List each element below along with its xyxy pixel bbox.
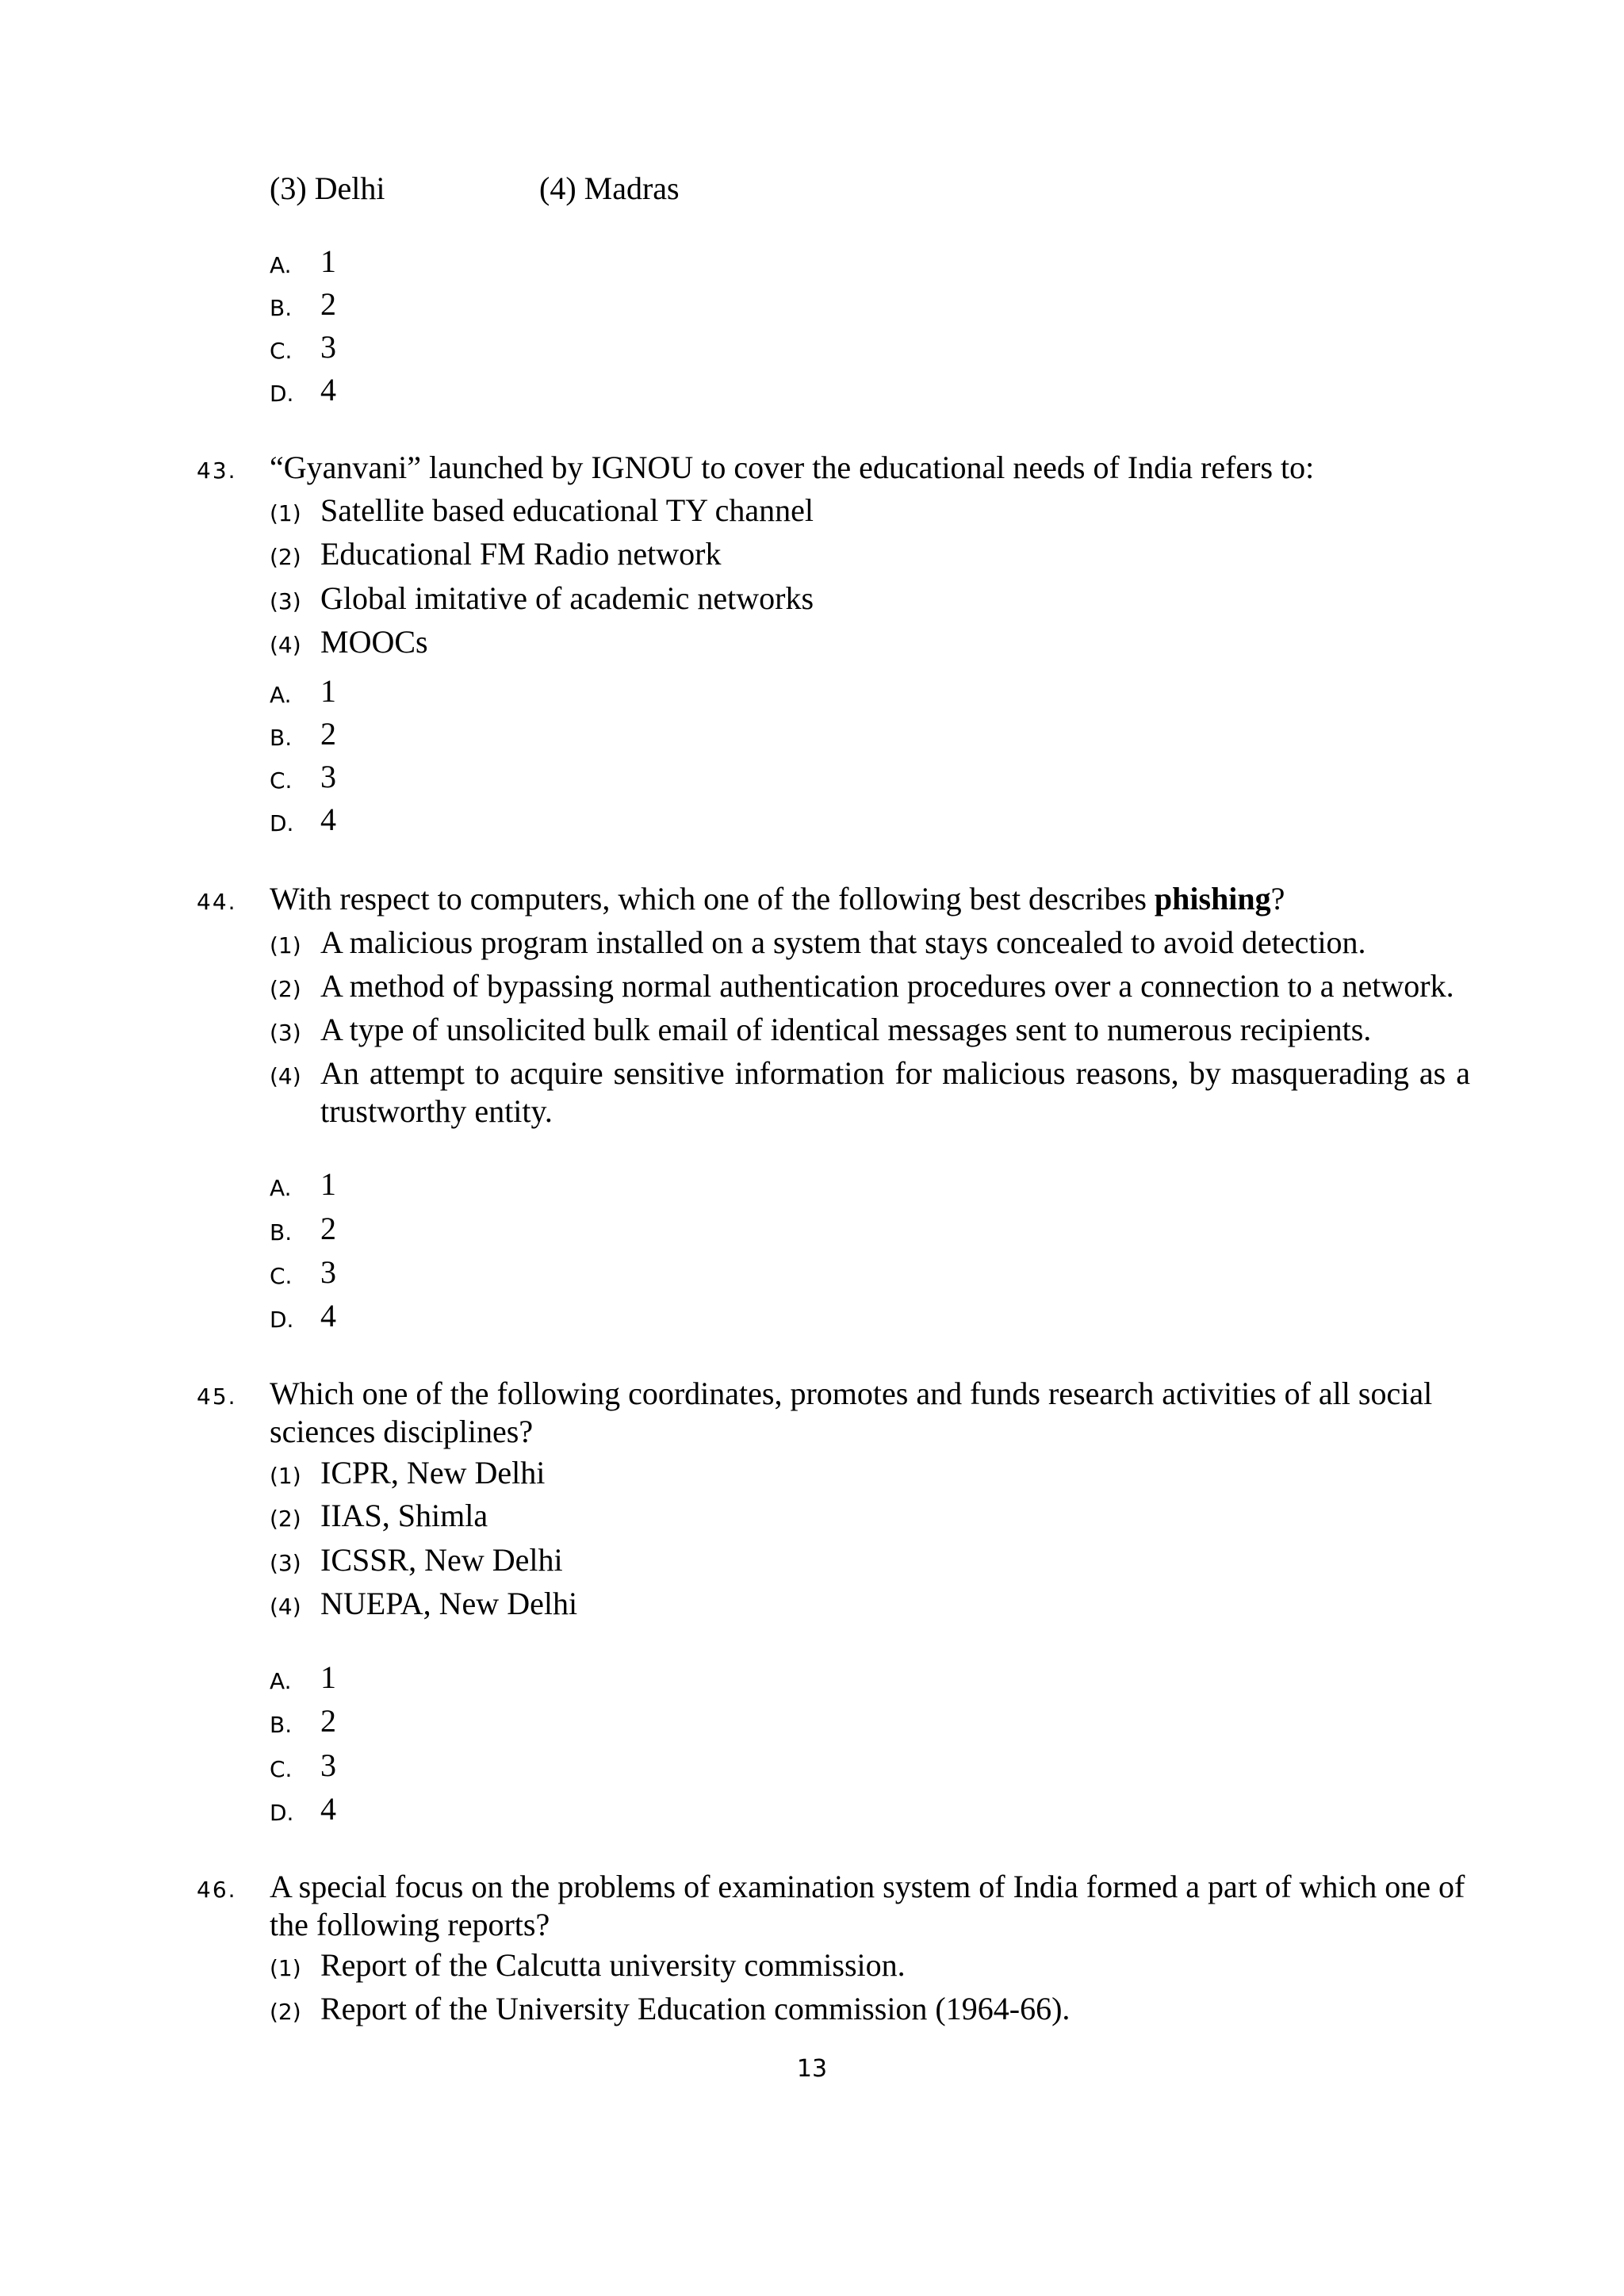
- option-text: Delhi: [314, 170, 385, 206]
- answer-choice[interactable]: 4: [320, 802, 336, 837]
- answer-choice[interactable]: 3: [320, 1254, 336, 1290]
- answer-choice[interactable]: 1: [320, 1166, 336, 1202]
- answer-label: D.: [270, 1307, 294, 1333]
- answer-label: D.: [270, 1800, 294, 1826]
- option-text: Report of the University Education commission (1964-66).: [320, 1991, 1071, 2026]
- option-text: ICSSR, New Delhi: [320, 1542, 563, 1578]
- answer-label: B.: [270, 295, 293, 321]
- option-label: (1): [270, 932, 301, 959]
- question-text-part: ?: [1270, 881, 1285, 916]
- answer-choice[interactable]: 3: [320, 1747, 336, 1783]
- question-text: Which one of the following coordinates, promotes and funds research activities of all social sciences disciplines?: [270, 1376, 1433, 1449]
- answer-label: C.: [270, 767, 293, 794]
- option-text: A type of unsolicited bulk email of identical messages sent to numerous recipients.: [320, 1012, 1372, 1047]
- option-label: (3): [270, 588, 301, 614]
- answer-choice[interactable]: 2: [320, 716, 336, 752]
- option-label: (4): [270, 1594, 301, 1620]
- option-label: (2): [270, 976, 301, 1002]
- answer-label: D.: [270, 810, 294, 836]
- answer-label: A.: [270, 252, 292, 278]
- answer-label: B.: [270, 1219, 293, 1246]
- question-number: 45.: [197, 1383, 237, 1410]
- option-text: A method of bypassing normal authentication procedures over a connection to a network.: [320, 968, 1454, 1004]
- answer-choice[interactable]: 4: [320, 1298, 336, 1334]
- answer-label: B.: [270, 725, 293, 751]
- question-key-term: phishing: [1154, 881, 1271, 916]
- answer-choice[interactable]: 1: [320, 1659, 336, 1695]
- carryover-option-3: [270, 170, 385, 208]
- option-label: (3): [270, 1550, 301, 1576]
- answer-choice[interactable]: 2: [320, 1211, 336, 1246]
- option-label: (2): [270, 1999, 301, 2025]
- answer-label: D.: [270, 381, 294, 407]
- option-text: ICPR, New Delhi: [320, 1455, 546, 1490]
- answer-choice[interactable]: 4: [320, 372, 336, 408]
- answer-label: A.: [270, 682, 292, 708]
- answer-label: A.: [270, 1175, 292, 1201]
- answer-choice[interactable]: 2: [320, 1703, 336, 1739]
- answer-choice[interactable]: 2: [320, 286, 336, 322]
- option-text: Madras: [584, 170, 680, 206]
- option-label: (1): [270, 1955, 301, 1981]
- option-text: Global imitative of academic networks: [320, 580, 814, 616]
- answer-choice[interactable]: 3: [320, 329, 336, 365]
- answer-label: C.: [270, 1756, 293, 1782]
- option-text: NUEPA, New Delhi: [320, 1586, 578, 1621]
- option-label: (2): [270, 1506, 301, 1532]
- page-number: 13: [796, 2055, 828, 2083]
- question-text: [270, 880, 1491, 918]
- answer-label: A.: [270, 1668, 292, 1694]
- option-text: Educational FM Radio network: [320, 536, 722, 572]
- question-number: 43.: [197, 457, 237, 484]
- option-label: (4): [270, 1063, 301, 1089]
- answer-label: C.: [270, 1263, 293, 1289]
- option-text: MOOCs: [320, 624, 428, 660]
- option-text: A malicious program installed on a system that stays concealed to avoid detection.: [320, 924, 1366, 960]
- question-text-part: With respect to computers, which one of the following best describes: [270, 881, 1155, 916]
- question-text: “Gyanvani” launched by IGNOU to cover the educational needs of India refers to:: [270, 450, 1315, 485]
- option-text: Report of the Calcutta university commission.: [320, 1947, 906, 1983]
- carryover-option-4: [539, 170, 680, 208]
- question-text: A special focus on the problems of examination system of India formed a part of which one of the following reports?: [270, 1869, 1465, 1942]
- option-label: (1): [270, 1463, 301, 1489]
- option-text: Satellite based educational TY channel: [320, 492, 814, 528]
- option-label: (4): [539, 170, 576, 206]
- option-label: (2): [270, 544, 301, 570]
- answer-choice[interactable]: 3: [320, 759, 336, 794]
- answer-choice[interactable]: 4: [320, 1791, 336, 1827]
- option-text: IIAS, Shimla: [320, 1498, 488, 1533]
- answer-label: C.: [270, 338, 293, 364]
- option-label: (3): [270, 170, 307, 206]
- answer-label: B.: [270, 1712, 293, 1738]
- option-label: (1): [270, 500, 301, 526]
- option-label: (4): [270, 632, 301, 658]
- option-label: (3): [270, 1020, 301, 1046]
- option-text: An attempt to acquire sensitive information for malicious reasons, by masquerading as a trustworthy entity.: [320, 1055, 1470, 1129]
- question-number: 46.: [197, 1877, 237, 1903]
- question-number: 44.: [197, 889, 237, 915]
- answer-choice[interactable]: 1: [320, 243, 336, 279]
- answer-choice[interactable]: 1: [320, 673, 336, 709]
